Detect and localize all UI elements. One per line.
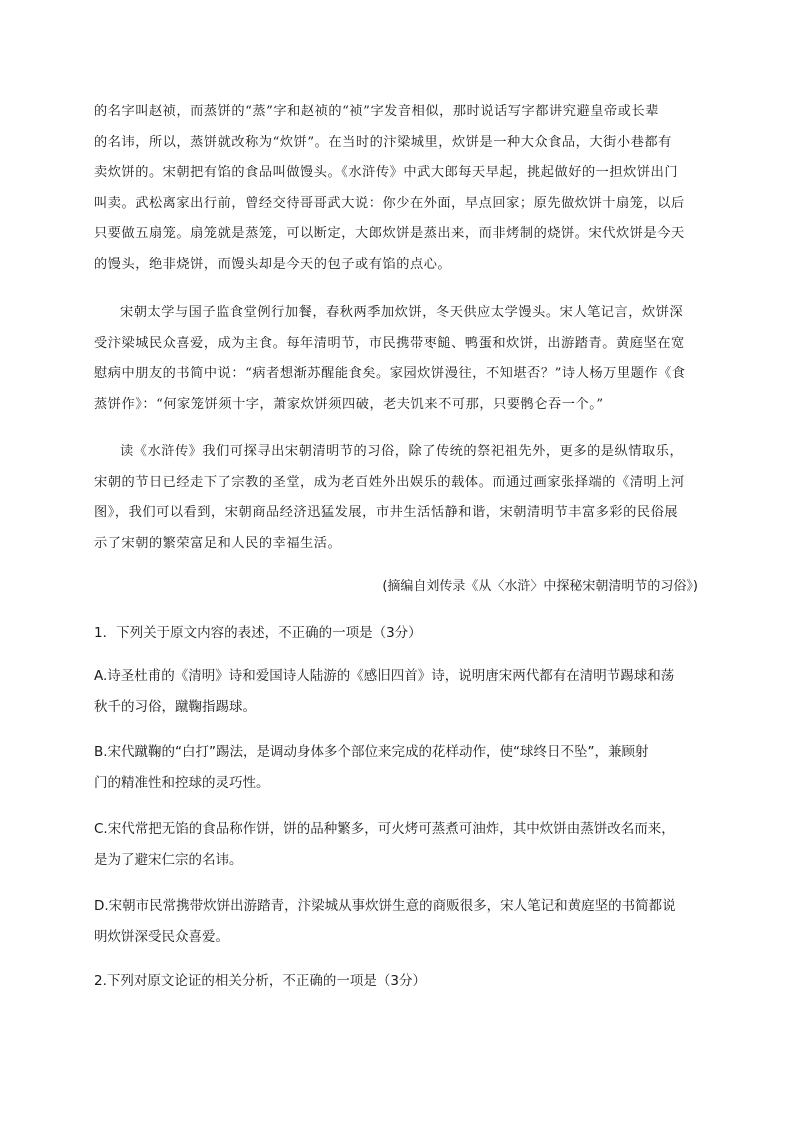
paragraph-line: 蒸饼作》：“何家笼饼须十字，萧家炊饼须四破，老夫饥来不可那，只要鹘仑吞一个。” [94, 396, 604, 412]
option-line: C.宋代常把无馅的食品称作饼，饼的品种繁多，可火烤可蒸煮可油炸，其中炊饼由蒸饼改名而来， [94, 821, 675, 837]
option-line: 秋千的习俗，蹴鞠指踢球。 [94, 699, 256, 715]
paragraph-line: 的名讳，所以，蒸饼就改称为“炊饼”。在当时的汴梁城里，炊饼是一种大众食品，大街小巷都有 [94, 134, 672, 150]
passage-paragraph-2 [94, 298, 698, 420]
option-line: 门的精准性和控球的灵巧性。 [94, 775, 270, 791]
option-d [94, 891, 700, 953]
option-line: D.宋朝市民常携带炊饼出游踏青，汴梁城从事炊饼生意的商贩很多，宋人笔记和黄庭坚的书简都说 [94, 898, 676, 914]
question-text: 1．下列关于原文内容的表述，不正确的一项是（3分） [94, 625, 422, 641]
paragraph-line: 读《水浒传》我们可探寻出宋朝清明节的习俗，除了传统的祭祀祖先外，更多的是纵情取乐， [120, 444, 684, 459]
option-line: 明炊饼深受民众喜爱。 [94, 929, 229, 945]
passage-paragraph-3 [94, 437, 698, 559]
paragraph-line: 宋朝太学与国子监食堂例行加餐，春秋两季加炊饼，冬天供应太学馒头。宋人笔记言，炊饼深 [120, 305, 684, 320]
passage-paragraph-1 [94, 97, 698, 281]
paragraph-line: 的名字叫赵祯，而蒸饼的“蒸”字和赵祯的“祯”字发音相似，那时说话写字都讲究避皇帝或长辈 [94, 104, 659, 119]
question-text: 2.下列对原文论证的相关分析，不正确的一项是（3分） [94, 973, 426, 989]
paragraph-line: 受汴梁城民众喜爱，成为主食。每年清明节，市民携带枣䭔、鸭蛋和炊饼，出游踏青。黄庭坚在宽 [94, 335, 685, 351]
paragraph-line: 只要做五扇笼。扇笼就是蒸笼，可以断定，大郎炊饼是蒸出来，而非烤制的烧饼。宋代炊饼是今天 [94, 226, 685, 242]
option-line: 是为了避宋仁宗的名讳。 [94, 852, 243, 868]
option-b [94, 737, 700, 799]
paragraph-line: 叫卖。武松离家出行前，曾经交待哥哥武大说：你少在外面，早点回家；原先做炊饼十扇笼，以后 [94, 195, 685, 211]
paragraph-line: 宋朝的节日已经走下了宗教的圣堂，成为老百姓外出娱乐的载体。而通过画家张择端的《清明上河 [94, 474, 685, 490]
source-citation: (摘编自刘传录《从〈水浒〉中探秘宋朝清明节的习俗》) [382, 579, 698, 594]
option-line: B.宋代蹴鞠的“白打”踢法，是调动身体多个部位来完成的花样动作，使“球终日不坠”，兼顾射 [94, 744, 649, 760]
question-2-stem [94, 966, 700, 997]
option-line: A.诗圣杜甫的《清明》诗和爱国诗人陆游的《感旧四首》诗，说明唐宋两代都有在清明节踢球和荡 [94, 668, 675, 684]
paragraph-line: 示了宋朝的繁荣富足和人民的幸福生活。 [94, 535, 342, 551]
paragraph-line: 慰病中朋友的书简中说：“病者想渐苏醒能食矣。家园炊饼漫往，不知堪否？”诗人杨万里题作《食 [94, 366, 686, 382]
question-1-stem [94, 618, 700, 649]
paragraph-line: 图》，我们可以看到，宋朝商品经济迅猛发展，市井生活恬静和谐，宋朝清明节丰富多彩的民俗展 [94, 505, 679, 521]
option-a [94, 661, 700, 723]
paragraph-line: 卖炊饼的。宋朝把有馅的食品叫做馒头。《水浒传》中武大郎每天早起，挑起做好的一担炊饼出门 [94, 165, 679, 181]
option-c [94, 814, 700, 876]
paragraph-line: 的馒头，绝非烧饼，而馒头却是今天的包子或有馅的点心。 [94, 256, 452, 272]
